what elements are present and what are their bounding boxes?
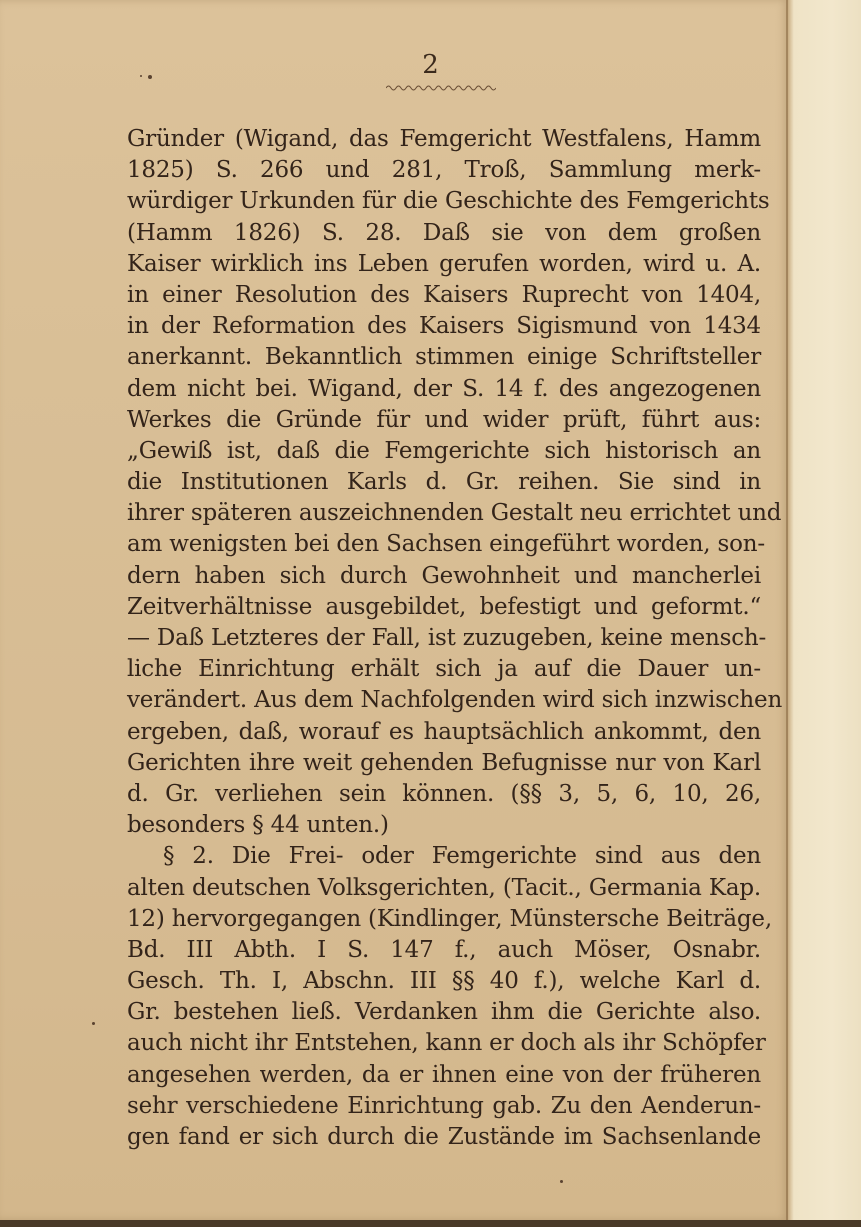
text-line: anerkannt. Bekanntlich stimmen einige Schriftsteller: [127, 344, 761, 371]
page-bottom-shadow: [0, 1220, 861, 1227]
text-line: besonders § 44 unten.): [127, 812, 389, 839]
text-line: dern haben sich durch Gewohnheit und mancherlei: [127, 562, 761, 589]
ink-speck: [560, 1180, 563, 1183]
text-line: ihrer späteren auszeichnenden Gestalt neu errichtet und: [127, 500, 782, 527]
text-line: in der Reformation des Kaisers Sigismund von 1434: [127, 313, 761, 340]
text-line: (Hamm 1826) S. 28. Daß sie von dem großen: [127, 219, 761, 246]
text-line: auch nicht ihr Entstehen, kann er doch als ihr Schöpfer: [127, 1030, 766, 1057]
text-line: — Daß Letzteres der Fall, ist zuzugeben, keine mensch-: [127, 625, 767, 651]
text-line: Kaiser wirklich ins Leben gerufen worden, wird u. A.: [127, 250, 761, 277]
text-line: Gesch. Th. I, Abschn. III §§ 40 f.), welche Karl d.: [127, 968, 761, 995]
text-line: Gründer (Wigand, das Femgericht Westfalens, Hamm: [127, 126, 761, 152]
text-line: sehr verschiedene Einrichtung gab. Zu den Aenderun-: [127, 1092, 761, 1119]
text-line: in einer Resolution des Kaisers Ruprecht von 1404,: [127, 281, 761, 308]
text-line: verändert. Aus dem Nachfolgenden wird sich inzwischen: [127, 687, 783, 714]
text-line: liche Einrichtung erhält sich ja auf die Dauer un-: [127, 656, 761, 683]
text-line: die Institutionen Karls d. Gr. reihen. Sie sind in: [127, 469, 761, 496]
text-line: alten deutschen Volksgerichten, (Tacit., Germania Kap.: [127, 874, 761, 901]
text-line: d. Gr. verliehen sein können. (§§ 3, 5, 6, 10, 26,: [127, 780, 761, 807]
ink-speck: [92, 1022, 95, 1025]
text-line: „Gewiß ist, daß die Femgerichte sich historisch an: [127, 437, 761, 464]
text-line: ergeben, daß, worauf es hauptsächlich ankommt, den: [127, 718, 761, 745]
text-line: 1825) S. 266 und 281, Troß, Sammlung merk-: [127, 157, 761, 184]
text-line: Gr. bestehen ließ. Verdanken ihm die Gerichte also.: [127, 999, 761, 1026]
next-page-margin: [788, 0, 861, 1227]
text-line: würdiger Urkunden für die Geschichte des Femgerichts: [127, 188, 770, 215]
section-heading-line: § 2. Die Frei- oder Femgerichte sind aus den: [163, 843, 761, 870]
text-line: Gerichten ihre weit gehenden Befugnisse nur von Karl: [127, 749, 761, 776]
text-line: gen fand er sich durch die Zustände im Sachsenlande: [127, 1124, 761, 1150]
body-text: [127, 124, 783, 1153]
text-line: 12) hervorgegangen (Kindlinger, Münstersche Beiträge,: [127, 905, 772, 932]
page-number: 2: [422, 50, 439, 80]
text-line: Bd. III Abth. I S. 147 f., auch Möser, Osnabr.: [127, 936, 761, 963]
text-line: angesehen werden, da er ihnen eine von der früheren: [127, 1061, 761, 1088]
text-line: Zeitverhältnisse ausgebildet, befestigt und geformt.“: [127, 593, 761, 620]
text-line: Werkes die Gründe für und wider prüft, führt aus:: [127, 406, 761, 433]
decorative-wave-rule: [386, 84, 496, 92]
text-line: dem nicht bei. Wigand, der S. 14 f. des angezogenen: [127, 375, 761, 402]
text-line: am wenigsten bei den Sachsen eingeführt worden, son-: [127, 531, 765, 558]
